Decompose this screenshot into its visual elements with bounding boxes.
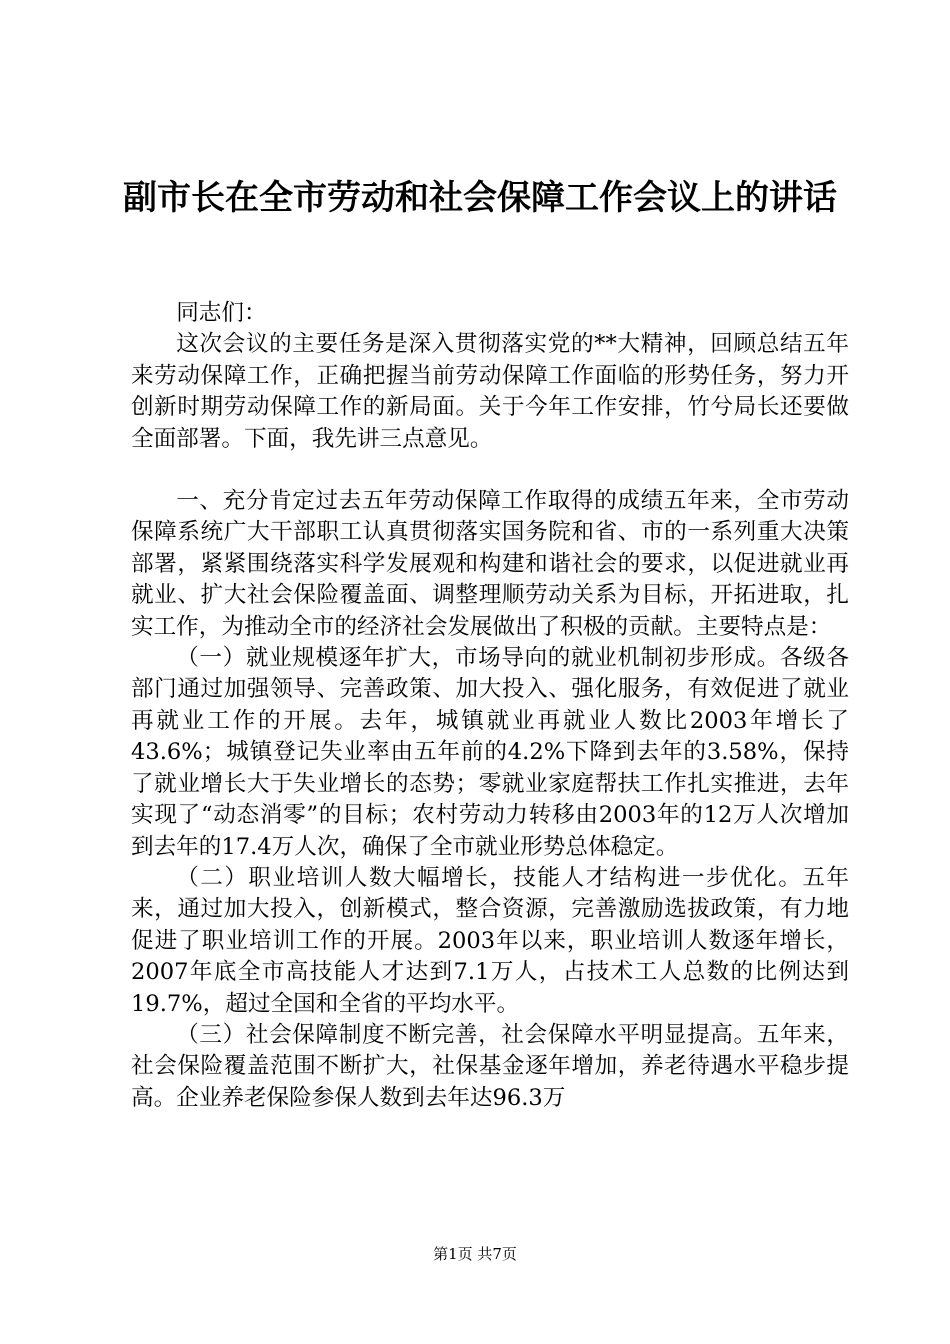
paragraph-training: （二）职业培训人数大幅增长，技能人才结构进一步优化。五年来，通过加大投入，创新模式，整合资源，完善激励选拔政策，有力地促进了职业培训工作的开展。2003年以来，职业培训人数逐年增长，2007年底全市高技能人才达到7.1万人，占技术工人总数的比例达到19.7%，超过全国和全省的平均水平。: [131, 864, 849, 1017]
paragraph-employment: （一）就业规模逐年扩大，市场导向的就业机制初步形成。各级各部门通过加强领导、完善政策、加大投入、强化服务，有效促进了就业再就业工作的开展。去年，城镇就业再就业人数比2003年增长了43.6%；城镇登记失业率由五年前的4.2%下降到去年的3.58%，保持了就业增长大于失业增长的态势；零就业家庭帮扶工作扎实推进，去年实现了“动态消零”的目标；农村劳动力转移由2003年的12万人次增加到去年的17.4万人次，确保了全市就业形势总体稳定。: [131, 645, 849, 860]
paragraph-intro: 这次会议的主要任务是深入贯彻落实党的**大精神，回顾总结五年来劳动保障工作，正确把握当前劳动保障工作面临的形势任务，努力开创新时期劳动保障工作的新局面。关于今年工作安排，竹兮局长还要做全面部署。下面，我先讲三点意见。: [131, 331, 849, 452]
salutation: 同志们：: [176, 300, 267, 326]
document-body: [131, 298, 849, 1114]
paragraph-section-one: 一、充分肯定过去五年劳动保障工作取得的成绩五年来，全市劳动保障系统广大干部职工认真贯彻落实国务院和省、市的一系列重大决策部署，紧紧围绕落实科学发展观和构建和谐社会的要求，以促进就业再就业、扩大社会保险覆盖面、调整理顺劳动关系为目标，开拓进取，扎实工作，为推动全市的经济社会发展做出了积极的贡献。主要特点是：: [131, 488, 849, 640]
page-footer: 第1页 共7页: [433, 1245, 517, 1263]
paragraph-social-security: （三）社会保障制度不断完善，社会保障水平明显提高。五年来，社会保险覆盖范围不断扩大，社保基金逐年增加，养老待遇水平稳步提高。企业养老保险参保人数到去年达96.3万: [131, 1021, 849, 1111]
document-title: 副市长在全市劳动和社会保障工作会议上的讲话: [123, 178, 837, 218]
